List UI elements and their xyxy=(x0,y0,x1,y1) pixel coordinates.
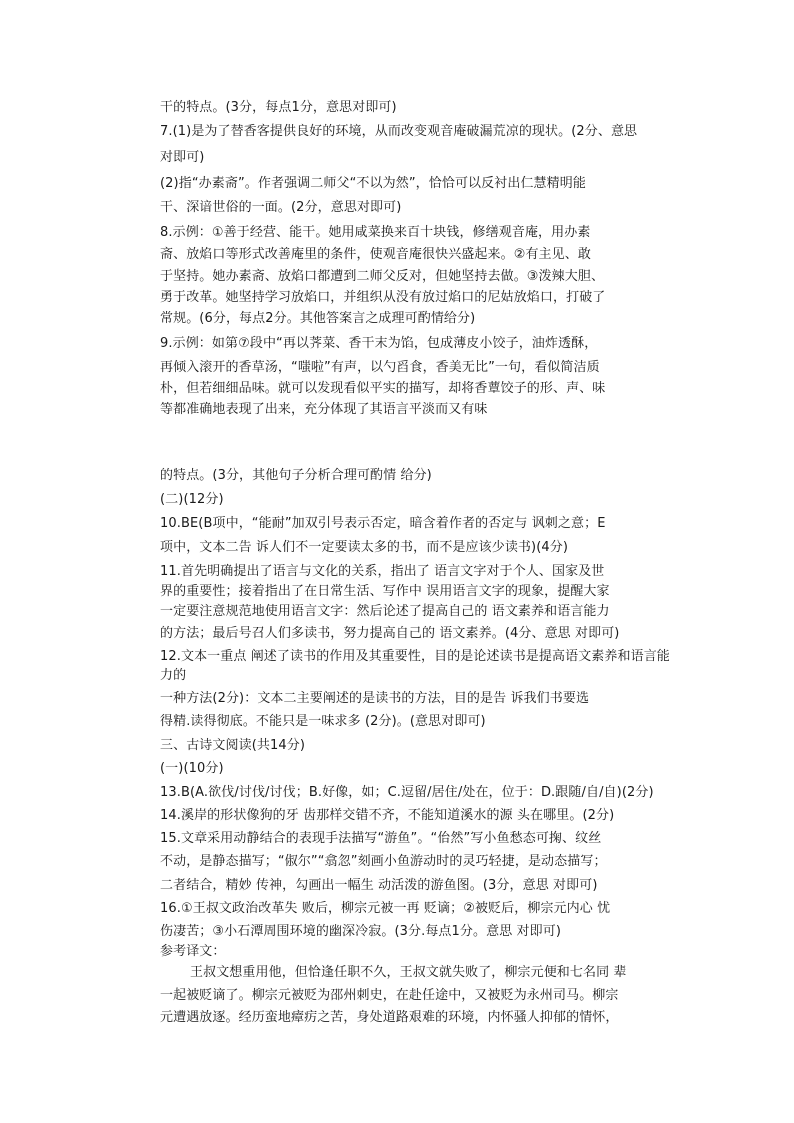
answer-line: 得精.读得彻底。不能只是一味求多 (2分)。(意思对即可) xyxy=(160,714,486,729)
answer-line: 常规。(6分，每点2分。其他答案言之成理可酌情给分) xyxy=(160,311,476,326)
answer-line: 朴，但若细细品味。就可以发现看似平实的描写，却将香蕈饺子的形、声、味 xyxy=(160,381,606,396)
translation-line: 一起被贬谪了。柳宗元被贬为邵州刺史，在赴任途中，又被贬为永州司马。柳宗 xyxy=(160,988,619,1003)
answer-line: 一定要注意规范地使用语言文字：然后论述了提高自己的 语文素养和语言能力 xyxy=(160,604,610,619)
answer-line: 斋、放焰口等形式改善庵里的条件，使观音庵很快兴盛起来。②有主见、敢 xyxy=(160,247,591,262)
subsection-heading: (一)(10分) xyxy=(160,761,224,776)
answer-15-line: 15.文章采用动静结合的表现手法描写“游鱼”。“佁然”写小鱼愁态可掬、纹丝 xyxy=(160,831,602,846)
answer-line: 的特点。(3分，其他句子分析合理可酌情 给分) xyxy=(160,468,432,483)
answer-12-line: 12.文本一重点 阐述了读书的作用及其重要性，目的是论述读书是提高语文素养和语言能 xyxy=(160,649,670,664)
answer-line: 二者结合，精妙 传神，勾画出一幅生 动活泼的游鱼图。(3分，意思 对即可) xyxy=(160,878,598,893)
translation-line: 元遭遇放逐。经历蛮地瘴疠之苦，身处道路艰难的环境，内怀骚人抑郁的情怀， xyxy=(160,1010,619,1025)
answer-9-line: 9.示例：如第⑦段中“再以荠菜、香干末为馅，包成薄皮小饺子，油炸透酥， xyxy=(160,336,598,351)
answer-10-line: 10.BE(B项中，“能耐”加双引号表示否定，暗含着作者的否定与 讽刺之意；E xyxy=(160,516,606,531)
answer-11-line: 11.首先明确提出了语言与文化的关系，指出了 语言文字对于个人、国家及世 xyxy=(160,564,605,579)
answer-line: 勇于改革。她坚持学习放焰口，并组织从没有放过焰口的尼姑放焰口，打破了 xyxy=(160,290,606,305)
section-heading: 三、古诗文阅读(共14分) xyxy=(160,738,305,753)
answer-line: 再倾入滚开的香草汤，“嗤啦”有声，以勺舀食，香美无比”一句，看似简洁质 xyxy=(160,360,600,375)
answer-line: 一种方法(2分)：文本二主要阐述的是读书的方法，目的是告 诉我们书要选 xyxy=(160,691,590,706)
answer-line: 等都准确地表现了出来，充分体现了其语言平淡而又有味 xyxy=(160,402,488,417)
answer-line: 伤凄苦；③小石潭周围环境的幽深冷寂。(3分.每点1分。意思 对即可) xyxy=(160,924,562,939)
answer-line: 项中，文本二告 诉人们不一定要读太多的书，而不是应该少读书)(4分) xyxy=(160,540,569,555)
answer-8-line: 8.示例：①善于经营、能干。她用咸菜换来百十块钱，修缮观音庵，用办素 xyxy=(160,225,591,240)
answer-7-1-line: 7.(1)是为了替香客提供良好的环境，从而改变观音庵破漏荒凉的现状。(2分、意思 xyxy=(160,124,638,139)
answer-line: 干的特点。(3分，每点1分，意思对即可) xyxy=(160,100,397,115)
answer-line: 于坚持。她办素斋、放焰口都遭到二师父反对，但她坚持去做。③泼辣大胆、 xyxy=(160,269,605,284)
section-heading: (二)(12分) xyxy=(160,492,224,507)
translation-line: 王叔文想重用他，但恰逢任职不久，王叔文就失败了，柳宗元便和七名同 辈 xyxy=(190,965,627,980)
answer-line: 的方法；最后号召人们多读书，努力提高自己的 语文素养。(4分、意思 对即可) xyxy=(160,626,620,641)
answer-line: 不动，是静态描写；“俶尔”“翕忽”刻画小鱼游动时的灵巧轻捷，是动态描写； xyxy=(160,854,607,869)
answer-16-line: 16.①王叔文政治改革失 败后，柳宗元被一再 贬谪；②被贬后，柳宗元内心 忧 xyxy=(160,901,611,916)
answer-13-line: 13.B(A.欲伐/讨伐/讨伐；B.好像，如；C.逗留/居住/处在，位于：D.跟随/自/自)(2分) xyxy=(160,785,654,800)
answer-14-line: 14.溪岸的形状像狗的牙 齿那样交错不齐，不能知道溪水的源 头在哪里。(2分) xyxy=(160,808,615,823)
answer-line: 力的 xyxy=(160,668,187,683)
translation-heading: 参考译文： xyxy=(160,944,226,959)
answer-line: 干、深谙世俗的一面。(2分，意思对即可) xyxy=(160,200,402,215)
answer-line: 对即可) xyxy=(160,150,205,165)
answer-line: 界的重要性；接着指出了在日常生活、写作中 误用语言文字的现象，提醒大家 xyxy=(160,584,610,599)
answer-7-2-line: (2)指“办素斋”。作者强调二师父“不以为然”，恰恰可以反衬出仁慧精明能 xyxy=(160,176,586,191)
